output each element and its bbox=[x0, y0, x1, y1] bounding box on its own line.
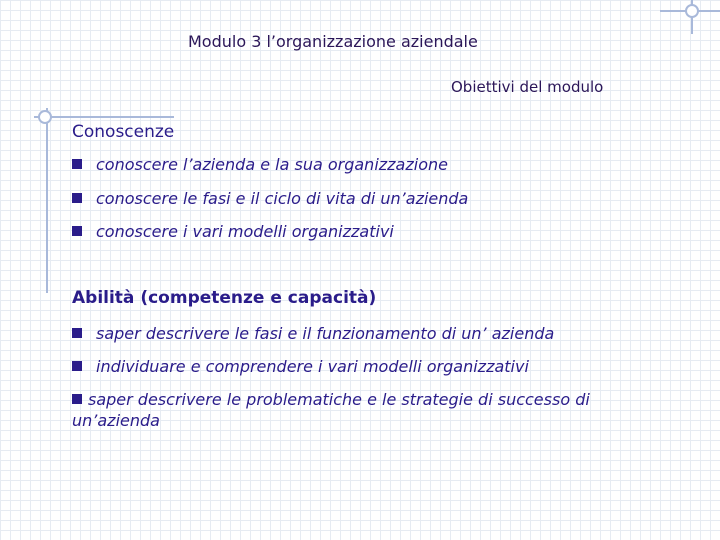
list-item bbox=[72, 357, 529, 376]
list-item-text: conoscere l’azienda e la sua organizzazione bbox=[96, 155, 448, 174]
square-bullet-icon bbox=[72, 361, 82, 371]
section-heading-conoscenze: Conoscenze bbox=[72, 122, 175, 142]
square-bullet-icon bbox=[72, 159, 82, 169]
list-item bbox=[72, 222, 394, 241]
list-item bbox=[72, 189, 468, 208]
list-item-text: saper descrivere le problematiche e le strategie di successo di un’azienda bbox=[72, 390, 590, 430]
list-item-text: conoscere le fasi e il ciclo di vita di un’azienda bbox=[96, 189, 469, 208]
list-item bbox=[72, 324, 554, 343]
decorative-vertical-line bbox=[46, 108, 48, 293]
square-bullet-icon bbox=[72, 328, 82, 338]
square-bullet-icon bbox=[72, 394, 82, 404]
list-item-text: saper descrivere le fasi e il funzionamento di un’ azienda bbox=[96, 324, 555, 343]
list-item-text: individuare e comprendere i vari modelli organizzativi bbox=[96, 357, 529, 376]
page-title: Modulo 3 l’organizzazione aziendale bbox=[188, 32, 478, 51]
section-heading-abilita: Abilità (competenze e capacità) bbox=[72, 288, 377, 308]
decorative-circle bbox=[38, 110, 52, 124]
list-item bbox=[72, 389, 672, 431]
corner-circle bbox=[685, 4, 699, 18]
list-item bbox=[72, 155, 448, 174]
list-item-text: conoscere i vari modelli organizzativi bbox=[96, 222, 394, 241]
page-subtitle: Obiettivi del modulo bbox=[451, 78, 604, 96]
square-bullet-icon bbox=[72, 193, 82, 203]
square-bullet-icon bbox=[72, 226, 82, 236]
decorative-horizontal-line bbox=[34, 116, 174, 118]
